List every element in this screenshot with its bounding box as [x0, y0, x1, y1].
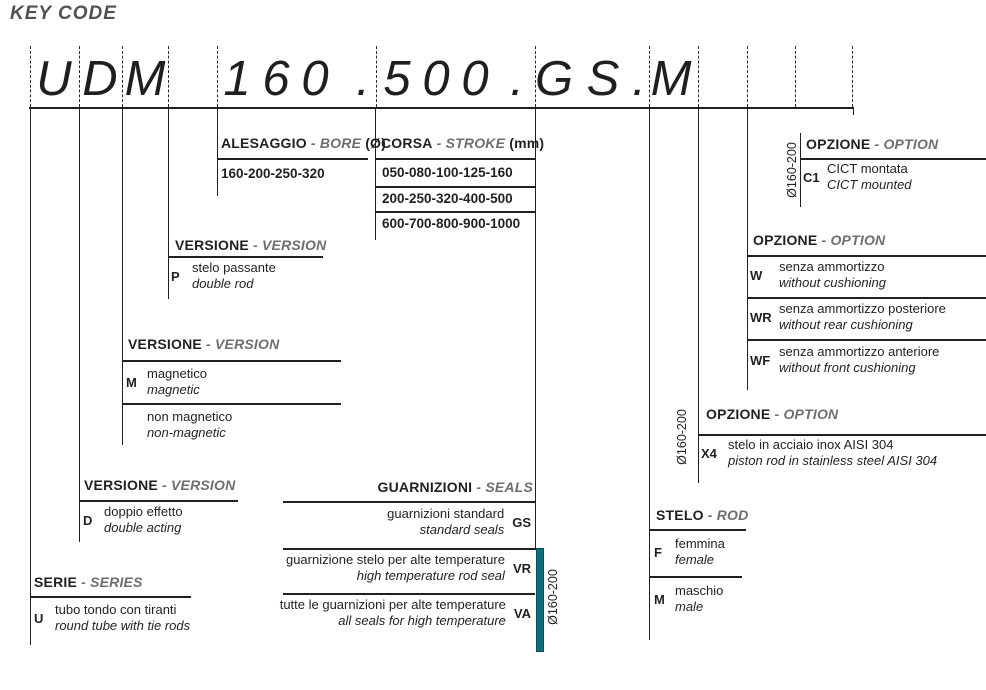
corsa-suffix: (mm) [505, 135, 545, 151]
option-text-en: double rod [192, 276, 254, 291]
title-separator: - [703, 507, 717, 523]
option-text-en: without cushioning [779, 275, 886, 290]
option-text-it: stelo passante [192, 260, 276, 275]
versione-m-title-it: VERSIONE [128, 336, 202, 352]
option-text-en: magnetic [147, 382, 200, 397]
serie-title-en: SERIES [90, 574, 143, 590]
versione-m-row-divider [122, 403, 341, 405]
guarnizioni-title-en: SEALS [485, 479, 533, 495]
serie-header-underline [30, 596, 191, 598]
option-code: GS [512, 514, 531, 530]
option-code: WF [750, 352, 771, 368]
alesaggio-title-it: ALESAGGIO [221, 135, 307, 151]
code-char: 0 [422, 52, 450, 106]
option-text-it: CICT montata [827, 161, 908, 176]
guarnizioni-row [240, 552, 531, 584]
option-code: F [654, 544, 662, 560]
corsa-title-en: STROKE [445, 135, 506, 151]
guarnizioni-title-it: GUARNIZIONI [377, 479, 473, 495]
option-text-it: stelo in acciaio inox AISI 304 [728, 437, 894, 452]
opzione-x4-header [706, 406, 838, 422]
connector-opzione-x4 [698, 107, 700, 483]
opzione-w-title-it: OPZIONE [753, 232, 818, 248]
code-char: 5 [383, 52, 411, 106]
option-text-it: guarnizione stelo per alte temperature [285, 552, 505, 567]
opzione-x4-bore-note: Ø160-200 [675, 409, 689, 465]
code-char: . [632, 52, 646, 106]
opzione-c1-bore-note: Ø160-200 [785, 142, 799, 198]
cell-separator [747, 46, 748, 107]
option-text-it: maschio [675, 583, 724, 598]
option-text-it: doppio effetto [104, 504, 183, 519]
stelo-header [656, 507, 748, 523]
border-opzione-c1 [800, 133, 802, 207]
opzione-w-row-divider [747, 297, 986, 299]
versione-m-row [126, 366, 207, 398]
option-code: VA [513, 605, 531, 621]
cell-separator [168, 46, 169, 107]
stelo-row [654, 536, 725, 568]
title-separator: - [870, 136, 884, 152]
guarnizioni-header [283, 479, 533, 495]
corsa-title-it: CORSA [381, 135, 433, 151]
option-text-en: male [675, 599, 704, 614]
option-code: M [654, 591, 665, 607]
versione-d-row [83, 504, 183, 536]
option-text-it: senza ammortizzo posteriore [779, 301, 946, 316]
opzione-x4-row [701, 437, 937, 469]
option-code: D [83, 512, 93, 528]
code-char: U [36, 52, 72, 106]
code-baseline [29, 107, 854, 109]
cell-separator [698, 46, 699, 107]
versione-p-title-it: VERSIONE [175, 237, 249, 253]
connector-opzione-w [747, 107, 749, 390]
alesaggio-values: 160-200-250-320 [221, 166, 325, 181]
stelo-title-it: STELO [656, 507, 704, 523]
stelo-header-underline [649, 529, 746, 531]
option-code: M [126, 374, 137, 390]
connector-corsa [375, 107, 377, 240]
connector-versione-p [168, 107, 170, 299]
alesaggio-suffix: (Ø) [361, 135, 387, 151]
corsa-header [381, 135, 544, 151]
title-separator: - [306, 135, 320, 151]
stelo-row [654, 583, 723, 615]
code-char: 0 [301, 52, 329, 106]
cell-separator [376, 46, 377, 107]
code-char: . [356, 52, 370, 106]
cell-separator [217, 46, 218, 107]
option-code: X4 [701, 445, 717, 461]
corsa-values-row: 600-700-800-900-1000 [382, 216, 521, 231]
opzione-c1-title-en: OPTION [883, 136, 939, 152]
title-separator: - [770, 406, 784, 422]
opzione-w-row-divider [747, 339, 986, 341]
opzione-x4-title-it: OPZIONE [706, 406, 771, 422]
opzione-w-row [750, 301, 946, 333]
versione-d-header-underline [79, 500, 238, 502]
versione-m-row [126, 409, 232, 441]
serie-row [34, 602, 190, 634]
option-text-en: CICT mounted [827, 177, 912, 192]
opzione-w-header [753, 232, 885, 248]
corsa-row-divider [375, 186, 536, 188]
option-text-it: senza ammortizzo anteriore [779, 344, 940, 359]
option-code: P [171, 268, 180, 284]
connector-serie [30, 107, 32, 645]
guarnizioni-row-divider [283, 548, 535, 550]
option-text-it: magnetico [147, 366, 207, 381]
option-text-en: double acting [104, 520, 182, 535]
code-char: S [586, 52, 620, 106]
option-code: U [34, 610, 44, 626]
option-text-en: non-magnetic [147, 425, 226, 440]
connector-alesaggio [217, 107, 219, 196]
versione-d-title-en: VERSION [171, 477, 236, 493]
code-char: D [82, 52, 118, 106]
connector-versione-m [122, 107, 124, 445]
option-text-it: non magnetico [147, 409, 233, 424]
opzione-x4-header-underline [698, 434, 986, 436]
title-separator: - [248, 237, 262, 253]
guarnizioni-row [240, 597, 531, 629]
cell-separator [122, 46, 123, 107]
opzione-w-header-underline [747, 255, 986, 257]
versione-m-header [128, 336, 279, 352]
option-text-it: senza ammortizzo [779, 259, 885, 274]
opzione-w-row [750, 344, 939, 376]
code-char: 6 [262, 52, 290, 106]
opzione-c1-header-underline [800, 158, 986, 160]
page-title: KEY CODE [10, 3, 117, 24]
alesaggio-title-en: BORE [319, 135, 362, 151]
option-code: WR [750, 309, 772, 325]
corsa-values-row: 050-080-100-125-160 [382, 165, 513, 180]
versione-m-header-underline [122, 360, 341, 362]
corsa-row-divider [375, 211, 536, 213]
option-code: C1 [803, 169, 820, 185]
title-separator: - [77, 574, 91, 590]
versione-d-title-it: VERSIONE [84, 477, 158, 493]
opzione-c1-title-it: OPZIONE [806, 136, 871, 152]
guarnizioni-row-divider [283, 593, 535, 595]
code-char: . [510, 52, 524, 106]
code-char: 1 [223, 52, 251, 106]
opzione-c1-row [803, 161, 912, 193]
option-text-en: without rear cushioning [779, 317, 913, 332]
option-text-it: tutte le guarnizioni per alte temperature [279, 597, 506, 612]
opzione-w-row [750, 259, 886, 291]
versione-d-header [84, 477, 235, 493]
alesaggio-header-underline [217, 158, 368, 160]
title-separator: - [472, 479, 486, 495]
opzione-w-title-en: OPTION [830, 232, 886, 248]
option-text-it: femmina [675, 536, 725, 551]
versione-m-title-en: VERSION [215, 336, 280, 352]
cell-separator [79, 46, 80, 107]
opzione-x4-title-en: OPTION [783, 406, 839, 422]
versione-p-title-en: VERSION [262, 237, 327, 253]
connector-versione-d [79, 107, 81, 542]
code-char: M [124, 52, 166, 106]
connector-guarnizioni [535, 107, 537, 550]
title-separator: - [817, 232, 831, 248]
corsa-values-row: 200-250-320-400-500 [382, 191, 513, 206]
cell-separator [795, 46, 796, 107]
serie-header [34, 574, 143, 590]
alesaggio-header [221, 135, 386, 151]
guarnizioni-header-underline [283, 501, 535, 503]
title-separator: - [157, 477, 171, 493]
title-separator: - [201, 336, 215, 352]
bore-range-bar [536, 548, 544, 652]
option-text-en: piston rod in stainless steel AISI 304 [728, 453, 938, 468]
baseline-end-tick [853, 107, 855, 115]
guarnizioni-bore-note: Ø160-200 [546, 569, 560, 625]
option-text-it: guarnizioni standard [387, 506, 505, 521]
versione-p-header-underline [168, 256, 323, 258]
option-text-en: female [675, 552, 715, 567]
option-text-it: tubo tondo con tiranti [55, 602, 177, 617]
connector-stelo [649, 107, 651, 640]
guarnizioni-row [240, 506, 531, 538]
title-separator: - [432, 135, 446, 151]
code-char: 0 [461, 52, 489, 106]
code-char: G [534, 52, 574, 106]
option-text-en: without front cushioning [779, 360, 916, 375]
versione-p-row [171, 260, 276, 292]
versione-p-header [175, 237, 326, 253]
stelo-row-divider [649, 576, 742, 578]
option-text-en: round tube with tie rods [55, 618, 191, 633]
option-text-en: standard seals [419, 522, 505, 537]
option-text-en: high temperature rod seal [356, 568, 505, 583]
opzione-c1-header [806, 136, 938, 152]
corsa-header-underline [375, 158, 536, 160]
serie-title-it: SERIE [34, 574, 78, 590]
code-char: M [650, 52, 692, 106]
stelo-title-en: ROD [716, 507, 749, 523]
option-code: W [750, 267, 763, 283]
cell-separator [852, 46, 853, 107]
cell-separator [30, 46, 31, 107]
option-text-en: all seals for high temperature [338, 613, 506, 628]
option-code: VR [512, 560, 531, 576]
